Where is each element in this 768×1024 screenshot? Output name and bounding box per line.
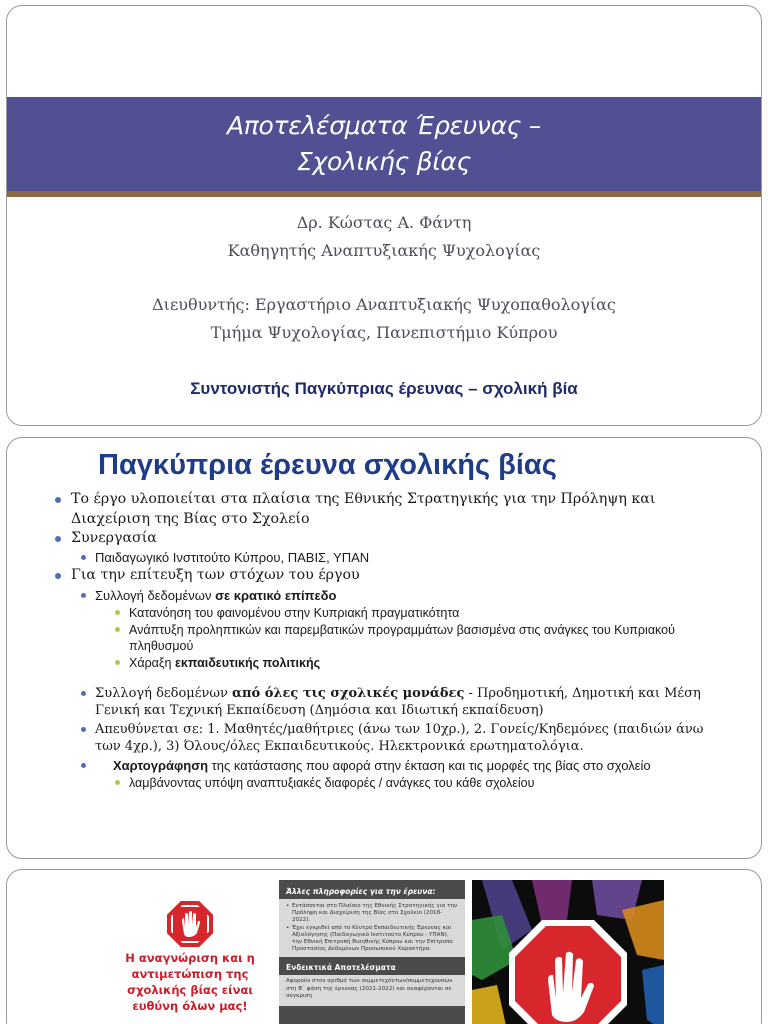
sub-sub-bullet-item: Κατανόηση του φαινομένου στην Κυπριακή πραγματικότητα bbox=[7, 605, 761, 621]
text-run: Συλλογή δεδομένων bbox=[95, 686, 233, 701]
stop-hands-photo bbox=[472, 880, 664, 1024]
text-run-bold: σε κρατικό επίπεδο bbox=[215, 588, 337, 603]
bullet-item: Το έργο υλοποιείται στα πλαίσια της Εθνικής Στρατηγικής για την Πρόληψη και Διαχείριση της Βίας στο Σχολείο bbox=[7, 490, 761, 529]
sub-sub-bullet-item: λαμβάνοντας υπόψη αναπτυξιακές διαφορές / ανάγκες του κάθε σχολείου bbox=[7, 775, 761, 791]
slide-title-line-2: Σχολικής βίας bbox=[296, 147, 471, 176]
slide-title-line-1: Αποτελέσματα Έρευνας – bbox=[226, 111, 541, 140]
text-run-bold: από όλες τις σχολικές μονάδες bbox=[232, 686, 465, 701]
sub-bullet-item: Απευθύνεται σε: 1. Μαθητές/μαθήτριες (άνω των 10χρ.), 2. Γονείς/Κηδεμόνες (παιδιών άνω των 4χρ.), 3) Όλους/όλες Εκπαιδευτικούς. Ηλεκτρονικά ερωτηματολόγια. bbox=[7, 721, 761, 755]
info-heading: Άλλες πληροφορίες για την έρευνα: bbox=[286, 887, 436, 896]
title-slide bbox=[6, 5, 762, 426]
sub-bullet-item bbox=[7, 757, 761, 774]
info-item: • Έχει εγκριθεί από το Κέντρο Εκπαιδευτικής Έρευνας και Αξιολόγησης (Παιδαγωγικό Ινστιτούτο Κύπρου - ΥΠΑΝ), την Εθνική Επιτροπή Βιοηθικής Κύπρου και την Επίτροπο Προστασίας Δεδομένων Προσωπικού Χαρακτήρα. bbox=[286, 925, 460, 954]
author-position: Καθηγητής Αναπτυξιακής Ψυχολογίας bbox=[227, 241, 541, 260]
author-name: Δρ. Κώστας Α. Φάντη bbox=[296, 213, 472, 232]
image-slide bbox=[6, 869, 762, 1024]
sub-bullet-item: Παιδαγωγικό Ινστιτούτο Κύπρου, ΠΑΒΙΣ, ΥΠΑΝ bbox=[7, 549, 761, 566]
author-director: Διευθυντής: Εργαστήριο Αναπτυξιακής Ψυχοπαθολογίας bbox=[152, 295, 616, 314]
bullet-item: Συνεργασία bbox=[7, 529, 761, 549]
stop-hand-icon bbox=[167, 901, 213, 947]
info-panel bbox=[279, 880, 465, 1024]
text-run: Συλλογή δεδομένων bbox=[95, 588, 216, 603]
text-run-bold: εκπαιδευτικής πολιτικής bbox=[174, 656, 321, 670]
slide-heading: Παγκύπρια έρευνα σχολικής βίας bbox=[98, 449, 557, 481]
content-slide bbox=[6, 437, 762, 859]
title-band bbox=[7, 97, 761, 197]
info-box bbox=[279, 899, 465, 957]
text-run: της κατάστασης που αφορά στην έκταση και τις μορφές της βίας στο σχολείο bbox=[208, 758, 651, 773]
bullet-list bbox=[7, 490, 761, 791]
sub-sub-bullet-item: Ανάπτυξη προληπτικών και παρεμβατικών προγραμμάτων βασισμένα στις ανάγκες του Κυπριακού πληθυσμού bbox=[7, 622, 761, 654]
results-text: Αφορούν στον αριθμό των συμμετεχόντων/συμμετεχουσών στη Β΄ φάση της έρευνας (2021-2022) και αναφέρονται σε σύγκριση bbox=[279, 975, 465, 1006]
coordinator-line: Συντονιστής Παγκύπριας έρευνας – σχολική βία bbox=[190, 379, 578, 398]
sub-bullet-item bbox=[7, 587, 761, 604]
poster-text: Η αναγνώριση και η αντιμετώπιση της σχολικής βίας είναι ευθύνη όλων μας! bbox=[125, 951, 255, 1013]
results-heading: Ενδεικτικά Αποτελέσματα bbox=[286, 963, 396, 973]
bullet-item: Για την επίτευξη των στόχων του έργου bbox=[7, 566, 761, 586]
text-run: - Προδημοτική, Δημοτική και Μέση Γενική και Τεχνική Εκπαίδευση (Δημόσια και Ιδιωτική εκπαίδευση) bbox=[95, 686, 701, 718]
author-department: Τμήμα Ψυχολογίας, Πανεπιστήμιο Κύπρου bbox=[210, 323, 558, 342]
text-run-bold: Χαρτογράφηση bbox=[113, 758, 209, 773]
author-block bbox=[7, 209, 761, 347]
text-run: Χάραξη bbox=[129, 656, 175, 670]
info-item: • Εντάσσεται στο Πλαίσιο της Εθνικής Στρατηγικής για την Πρόληψη και Διαχείριση της Βίας στο Σχολείο (2018-2022). bbox=[286, 903, 460, 925]
sub-sub-bullet-item bbox=[7, 655, 761, 671]
sub-bullet-item bbox=[7, 685, 761, 719]
